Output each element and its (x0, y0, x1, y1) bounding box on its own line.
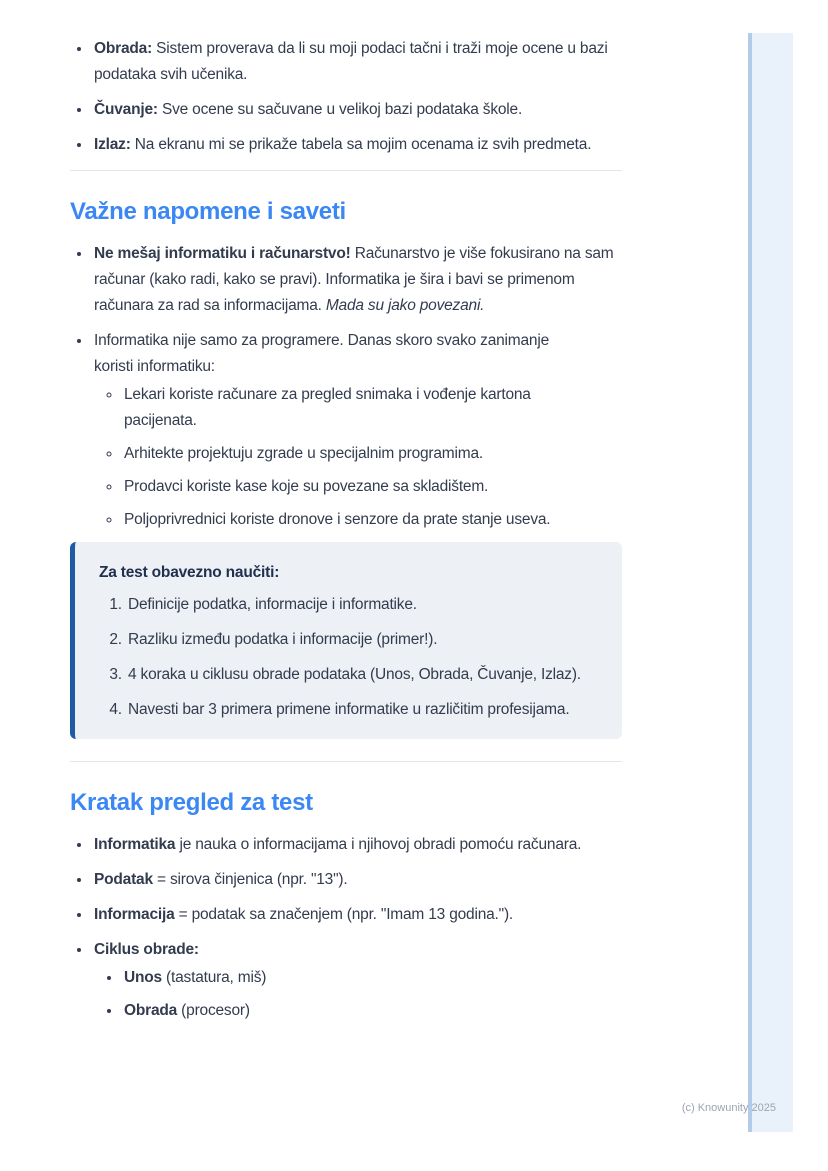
callout-title: Za test obavezno naučiti: (99, 564, 280, 581)
data-cycle-list (70, 36, 622, 158)
list-item-term: Informatika (94, 836, 176, 853)
list-item-term: Izlaz: (94, 136, 131, 153)
callout-item: 1. Definicije podatka, informacije i informatike. (126, 592, 592, 618)
page-edge-strip (748, 33, 793, 1132)
list-item-italic-note: Mada su jako povezani. (325, 297, 485, 314)
sublist-item-text: (procesor) (177, 1002, 250, 1019)
list-item-text: Računarstvo je više fokusirano na sam računar (kako radi, kako se pravi). Informatika je šira i bavi se primenom računara za rad sa informacijama. (94, 245, 614, 314)
list-item-term: Informacija (94, 906, 175, 923)
sublist-item-term: Obrada (124, 1002, 178, 1019)
document-content (70, 30, 622, 1033)
callout-item: 2. Razliku između podatka i informacije (primer!). (126, 627, 592, 653)
sublist-item-term: Unos (124, 969, 162, 986)
list-item (92, 867, 622, 893)
callout-item: 3. 4 koraka u ciklusu obrade podataka (Unos, Obrada, Čuvanje, Izlaz). (126, 662, 592, 688)
callout-numbered-list (99, 592, 592, 723)
copyright-footer: (c) Knowunity 2025 (681, 1102, 776, 1114)
list-item-term: Obrada: (94, 40, 153, 57)
cycle-steps-sublist (94, 965, 622, 1024)
section-divider (70, 170, 622, 171)
pregled-list (70, 832, 622, 1024)
professions-sublist (94, 382, 591, 533)
sublist-item: ◦ Poljoprivrednici koriste dronove i senzore da prate stanje useva. (122, 507, 591, 533)
list-item (92, 241, 622, 319)
list-item-text: Na ekranu mi se prikaže tabela sa mojim ocenama iz svih predmeta. (130, 136, 592, 153)
list-item-text: = podatak sa značenjem (npr. "Imam 13 godina."). (174, 906, 514, 923)
list-item-text: je nauka o informacijama i njihovoj obradi pomoću računara. (175, 836, 582, 853)
list-item-term: Podatak (94, 871, 153, 888)
list-item (92, 937, 622, 1024)
list-item-text: Sve ocene su sačuvane u velikoj bazi podataka škole. (157, 101, 523, 118)
test-callout-box (70, 542, 622, 739)
sublist-item: ◦ Prodavci koriste kase koje su povezane sa skladištem. (122, 474, 591, 500)
sublist-item: ◦ Lekari koriste računare za pregled snimaka i vođenje kartona pacijenata. (122, 382, 591, 434)
list-item-text: = sirova činjenica (npr. "13"). (152, 871, 348, 888)
sublist-item (122, 998, 622, 1024)
list-item (92, 832, 622, 858)
list-item (92, 328, 591, 533)
list-item-text: Sistem proverava da li su moji podaci tačni i traži moje ocene u bazi podataka svih učenika. (94, 40, 608, 83)
list-item-term: Ciklus obrade: (94, 941, 199, 958)
list-item (92, 97, 622, 123)
section-heading-pregled: Kratak pregled za test (70, 789, 313, 816)
list-item (92, 902, 622, 928)
list-item-text: Informatika nije samo za programere. Danas skoro svako zanimanje koristi informatiku: (94, 332, 549, 375)
list-item (92, 36, 622, 88)
section-heading-napomene: Važne napomene i saveti (70, 198, 346, 225)
list-item (92, 132, 622, 158)
callout-item: 4. Navesti bar 3 primera primene informatike u različitim profesijama. (126, 697, 592, 723)
section-divider (70, 761, 622, 762)
list-item-term: Ne mešaj informatiku i računarstvo! (94, 245, 351, 262)
sublist-item-text: (tastatura, miš) (161, 969, 267, 986)
napomene-list (70, 241, 622, 533)
list-item-term: Čuvanje: (94, 101, 158, 118)
sublist-item (122, 965, 622, 991)
sublist-item: ◦ Arhitekte projektuju zgrade u specijalnim programima. (122, 441, 591, 467)
